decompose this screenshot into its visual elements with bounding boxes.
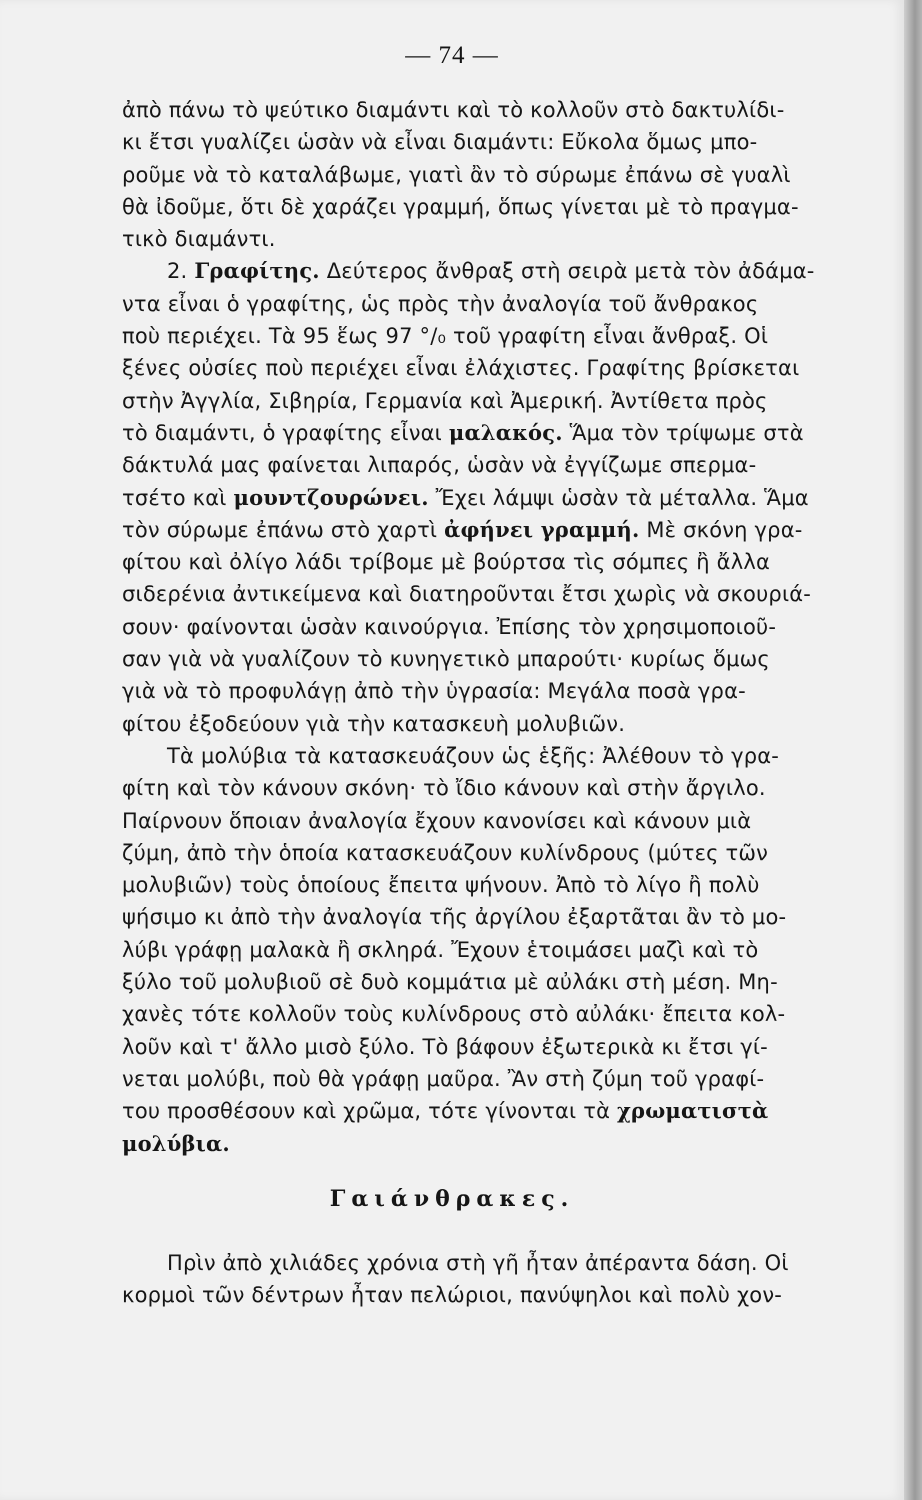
text-line [122, 417, 890, 449]
text-segment: τσέτο καὶ [122, 485, 227, 510]
text-segment: Ἔχει λάμψι ὡσὰν τὰ μέταλλα. Ἅμα [435, 485, 809, 510]
text-line: τικὸ διαμάντι. [122, 227, 276, 252]
text-line: σουν· φαίνονται ὡσὰν καινούργια. Ἐπίσης τὸν χρησιμοποιοῦ- [122, 614, 777, 639]
text-line: θὰ ἰδοῦμε, ὅτι δὲ χαράζει γραμμή, ὅπως γίνεται μὲ τὸ πραγμα- [122, 194, 799, 219]
text-line: φίτου καὶ ὀλίγο λάδι τρίβομε μὲ βούρτσα τὶς σόμπες ἢ ἄλλα [122, 550, 771, 575]
graphite-first-line [122, 255, 890, 287]
text-line: στὴν Ἀγγλία, Σιβηρία, Γερμανία καὶ Ἀμερική. Ἀντίθετα πρὸς [122, 388, 768, 413]
coal-paragraph [122, 1247, 890, 1312]
text-segment: τὸ διαμάντι, ὁ γραφίτης εἶναι [122, 420, 442, 445]
emphasis-colored: χρωματιστὰ [617, 1098, 769, 1124]
text-line: Παίρνουν ὅποιαν ἀναλογία ἔχουν κανονίσει καὶ κάνουν μιὰ [122, 808, 752, 833]
text-line: ντα εἶναι ὁ γραφίτης, ὡς πρὸς τὴν ἀναλογία τοῦ ἄνθρακος [122, 291, 759, 316]
text-line: ξένες οὐσίες ποὺ περιέχει εἶναι ἐλάχιστες. Γραφίτης βρίσκεται [122, 356, 800, 381]
text-line: λύβι γράφῃ μαλακὰ ἢ σκληρά. Ἔχουν ἑτοιμάσει μαζὶ καὶ τὸ [122, 937, 759, 962]
text-line: νεται μολύβι, ποὺ θὰ γράφῃ μαῦρα. Ἂν στὴ ζύμη τοῦ γραφί- [122, 1066, 765, 1091]
section-title: Γαιάνθρακες. [329, 1186, 575, 1212]
page-number: — 74 — [405, 42, 499, 69]
text-line: κορμοὶ τῶν δέντρων ἦταν πελώριοι, πανύψηλοι καὶ πολὺ χον- [122, 1283, 783, 1308]
text-line: ζύμη, ἀπὸ τὴν ὁποία κατασκευάζουν κυλίνδρους (μύτες τῶν [122, 840, 769, 865]
text-line: σιδερένια ἀντικείμενα καὶ διατηροῦνται ἔτσι χωρὶς νὰ σκουριά- [122, 582, 812, 607]
graphite-first-line-text: Δεύτερος ἄνθραξ στὴ σειρὰ μετὰ τὸν ἀδάμα- [326, 259, 815, 284]
text-line: φίτου ἐξοδεύουν γιὰ τὴν κατασκευὴ μολυβιῶν. [122, 711, 626, 736]
text-segment: Ἅμα τὸν τρίψωμε στὰ [569, 420, 804, 445]
emphasis-pencils: μολύβια. [122, 1130, 230, 1156]
text-line [122, 1128, 890, 1160]
graphite-number: 2. [167, 259, 188, 284]
text-segment: Μὲ σκόνη γρα- [646, 517, 803, 542]
emphasis-soft: μαλακός. [448, 419, 563, 445]
text-line: ξύλο τοῦ μολυβιοῦ σὲ δυὸ κομμάτια μὲ αὐλάκι στὴ μέση. Μη- [122, 970, 778, 995]
text-line: Τὰ μολύβια τὰ κατασκευάζουν ὡς ἑξῆς: Ἀλέθουν τὸ γρα- [167, 743, 780, 768]
text-line: ἀπὸ πάνω τὸ ψεύτικο διαμάντι καὶ τὸ κολλοῦν στὸ δακτυλίδι- [122, 98, 785, 122]
text-line [122, 514, 890, 546]
emphasis-leaves-line: ἀφήνει γραμμή. [444, 516, 640, 542]
text-line: μολυβιῶν) τοὺς ὁποίους ἔπειτα ψήνουν. Ἀπὸ τὸ λίγο ἢ πολὺ [122, 873, 760, 898]
text-line [122, 482, 890, 514]
text-line: ποὺ περιέχει. Τὰ 95 ἕως 97 °/₀ τοῦ γραφίτη εἶναι ἄνθραξ. Οἱ [122, 324, 769, 349]
text-line: ροῦμε νὰ τὸ καταλάβωμε, γιατὶ ἂν τὸ σύρωμε ἐπάνω σὲ γυαλὶ [122, 162, 791, 187]
page-edge [904, 0, 922, 1500]
text-line: χανὲς τότε κολλοῦν τοὺς κυλίνδρους στὸ αὐλάκι· ἔπειτα κολ- [122, 1002, 786, 1027]
graphite-heading: Γραφίτης. [194, 258, 320, 284]
emphasis-smudges: μουντζουρώνει. [233, 484, 429, 510]
body-text [122, 94, 890, 1160]
text-line: ψήσιμο κι ἀπὸ τὴν ἀναλογία τῆς ἀργίλου ἐξαρτᾶται ἂν τὸ μο- [122, 905, 787, 930]
text-line: γιὰ νὰ τὸ προφυλάγῃ ἀπὸ τὴν ὑγρασία: Μεγάλα ποσὰ γρα- [122, 679, 746, 704]
text-segment: του προσθέσουν καὶ χρῶμα, τότε γίνονται τὰ [122, 1099, 611, 1124]
text-segment: τὸν σύρωμε ἐπάνω στὸ χαρτὶ [122, 517, 438, 542]
text-line: Πρὶν ἀπὸ χιλιάδες χρόνια στὴ γῆ ἦταν ἀπέραντα δάση. Οἱ [167, 1251, 789, 1275]
text-line [122, 1095, 890, 1127]
text-line: δάκτυλά μας φαίνεται λιπαρός, ὡσὰν νὰ ἐγγίζωμε σπερμα- [122, 453, 757, 478]
text-line: λοῦν καὶ τ' ἄλλο μισὸ ξύλο. Τὸ βάφουν ἐξωτερικὰ κι ἔτσι γί- [122, 1034, 768, 1059]
text-line: κι ἔτσι γυαλίζει ὡσὰν νὰ εἶναι διαμάντι: Εὔκολα ὅμως μπο- [122, 130, 758, 155]
text-line: σαν γιὰ νὰ γυαλίζουν τὸ κυνηγετικὸ μπαρούτι· κυρίως ὅμως [122, 647, 770, 672]
text-line: φίτη καὶ τὸν κάνουν σκόνη· τὸ ἴδιο κάνουν καὶ στὴν ἄργιλο. [122, 776, 766, 801]
